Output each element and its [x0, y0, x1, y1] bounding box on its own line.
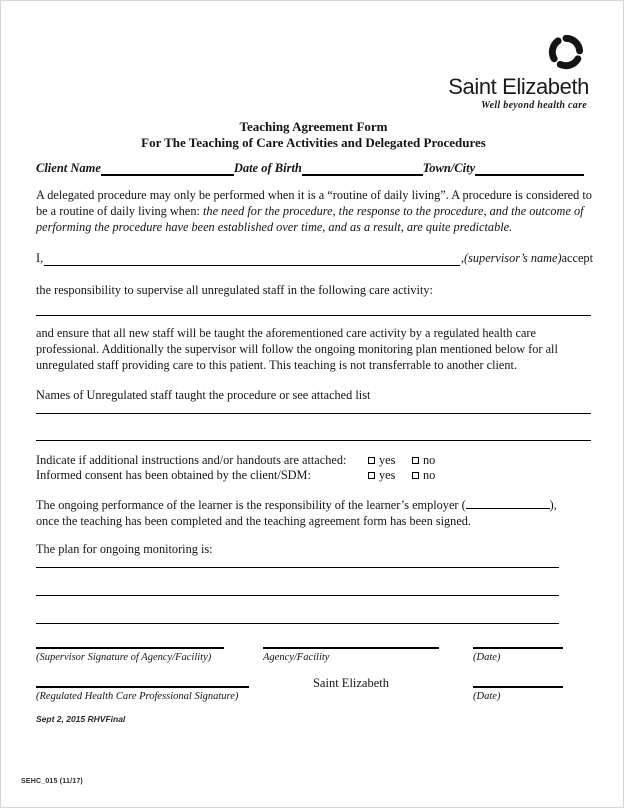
logo-wordmark: Saint Elizabeth	[448, 74, 589, 99]
intro-italic-text: the need for the procedure, the response to the procedure, and the outcome of performing the procedure have been established over time, and as a result, are quite predictable.	[36, 204, 584, 234]
monitoring-plan-field-1[interactable]	[36, 567, 559, 568]
handouts-attached-label: Indicate if additional instructions and/or handouts are attached:	[36, 453, 347, 467]
supervisor-accept-text: accept	[561, 251, 593, 265]
form-title-line2: For The Teaching of Care Activities and Delegated Procedures	[141, 134, 486, 150]
rhcp-signature-field[interactable]	[36, 686, 249, 688]
form-title	[36, 119, 591, 150]
form-id: SEHC_015 (11/17)	[21, 778, 83, 785]
monitoring-plan-field-3[interactable]	[36, 623, 559, 624]
client-name-label: Client Name	[36, 161, 101, 175]
date-of-birth-label: Date of Birth	[233, 161, 302, 175]
delegated-procedure-paragraph	[36, 187, 593, 235]
consent-no-label: no	[423, 468, 436, 482]
supervisor-prefix: I,	[36, 251, 44, 265]
consent-no-checkbox[interactable]	[412, 472, 419, 479]
monitoring-plan-field-2[interactable]	[36, 595, 559, 596]
handouts-attached-row	[36, 453, 593, 468]
date1-label: (Date)	[473, 652, 501, 663]
logo	[399, 31, 589, 111]
saint-elizabeth-swirl-icon	[545, 31, 587, 73]
informed-consent-row	[36, 468, 593, 483]
date1-field[interactable]	[473, 647, 563, 649]
rhcp-signature-label: (Regulated Health Care Professional Signature)	[36, 691, 239, 702]
ensure-paragraph: and ensure that all new staff will be taught the aforementioned care activity by a regulated health care professional. Additionally the supervisor will follow the ongoing monitoring plan mentioned below for all unregulated staff providing care to this patient. This teaching is not transferrable to another client.	[36, 326, 558, 372]
date2-field[interactable]	[473, 686, 563, 688]
handouts-no-checkbox[interactable]	[412, 457, 419, 464]
performance-line2: once the teaching has been completed and the teaching agreement form has been signed.	[36, 514, 471, 528]
intro-normal-text: A delegated procedure may only be performed when it is a “routine of daily living”. A procedure is considered to be a routine of daily living when:	[36, 188, 592, 218]
supervisor-name-hint: (supervisor’s name)	[464, 251, 562, 265]
supervisor-signature-label: (Supervisor Signature of Agency/Facility)	[36, 652, 212, 663]
handouts-yes-checkbox[interactable]	[368, 457, 375, 464]
supervisor-comma: ,	[460, 251, 465, 265]
date-of-birth-field[interactable]	[302, 161, 423, 176]
responsibility-line: the responsibility to supervise all unregulated staff in the following care activity:	[36, 283, 433, 297]
monitoring-plan-label: The plan for ongoing monitoring is:	[36, 542, 213, 556]
town-city-label: Town/City	[422, 161, 476, 175]
staff-names-field-2[interactable]	[36, 440, 591, 441]
agency-facility-value: Saint Elizabeth	[312, 676, 390, 690]
performance-after-text: ),	[549, 498, 557, 512]
supervisor-name-row	[36, 250, 593, 266]
handouts-no-label: no	[423, 453, 436, 467]
informed-consent-label: Informed consent has been obtained by the client/SDM:	[36, 468, 311, 482]
logo-tagline: Well beyond health care	[481, 100, 587, 111]
handouts-yes-label: yes	[379, 453, 396, 467]
form-title-line1: Teaching Agreement Form	[239, 119, 388, 134]
staff-names-field-1[interactable]	[36, 413, 591, 414]
town-city-field[interactable]	[475, 161, 584, 176]
performance-before-text: The ongoing performance of the learner is the responsibility of the learner’s employer (	[36, 498, 466, 512]
client-info-row	[36, 159, 584, 176]
client-name-field[interactable]	[101, 161, 234, 176]
consent-yes-label: yes	[379, 468, 396, 482]
consent-yes-checkbox[interactable]	[368, 472, 375, 479]
ongoing-performance-paragraph	[36, 497, 593, 529]
unregulated-staff-names-label: Names of Unregulated staff taught the procedure or see attached list	[36, 388, 371, 402]
version-note: Sept 2, 2015 RHVFinal	[36, 714, 126, 724]
care-activity-field[interactable]	[36, 315, 591, 316]
employer-field[interactable]	[466, 497, 550, 509]
agency-facility-field[interactable]	[263, 647, 439, 649]
agency-facility-label: Agency/Facility	[263, 652, 330, 663]
supervisor-name-field[interactable]	[44, 252, 460, 266]
date2-label: (Date)	[473, 691, 501, 702]
supervisor-signature-field[interactable]	[36, 647, 224, 649]
